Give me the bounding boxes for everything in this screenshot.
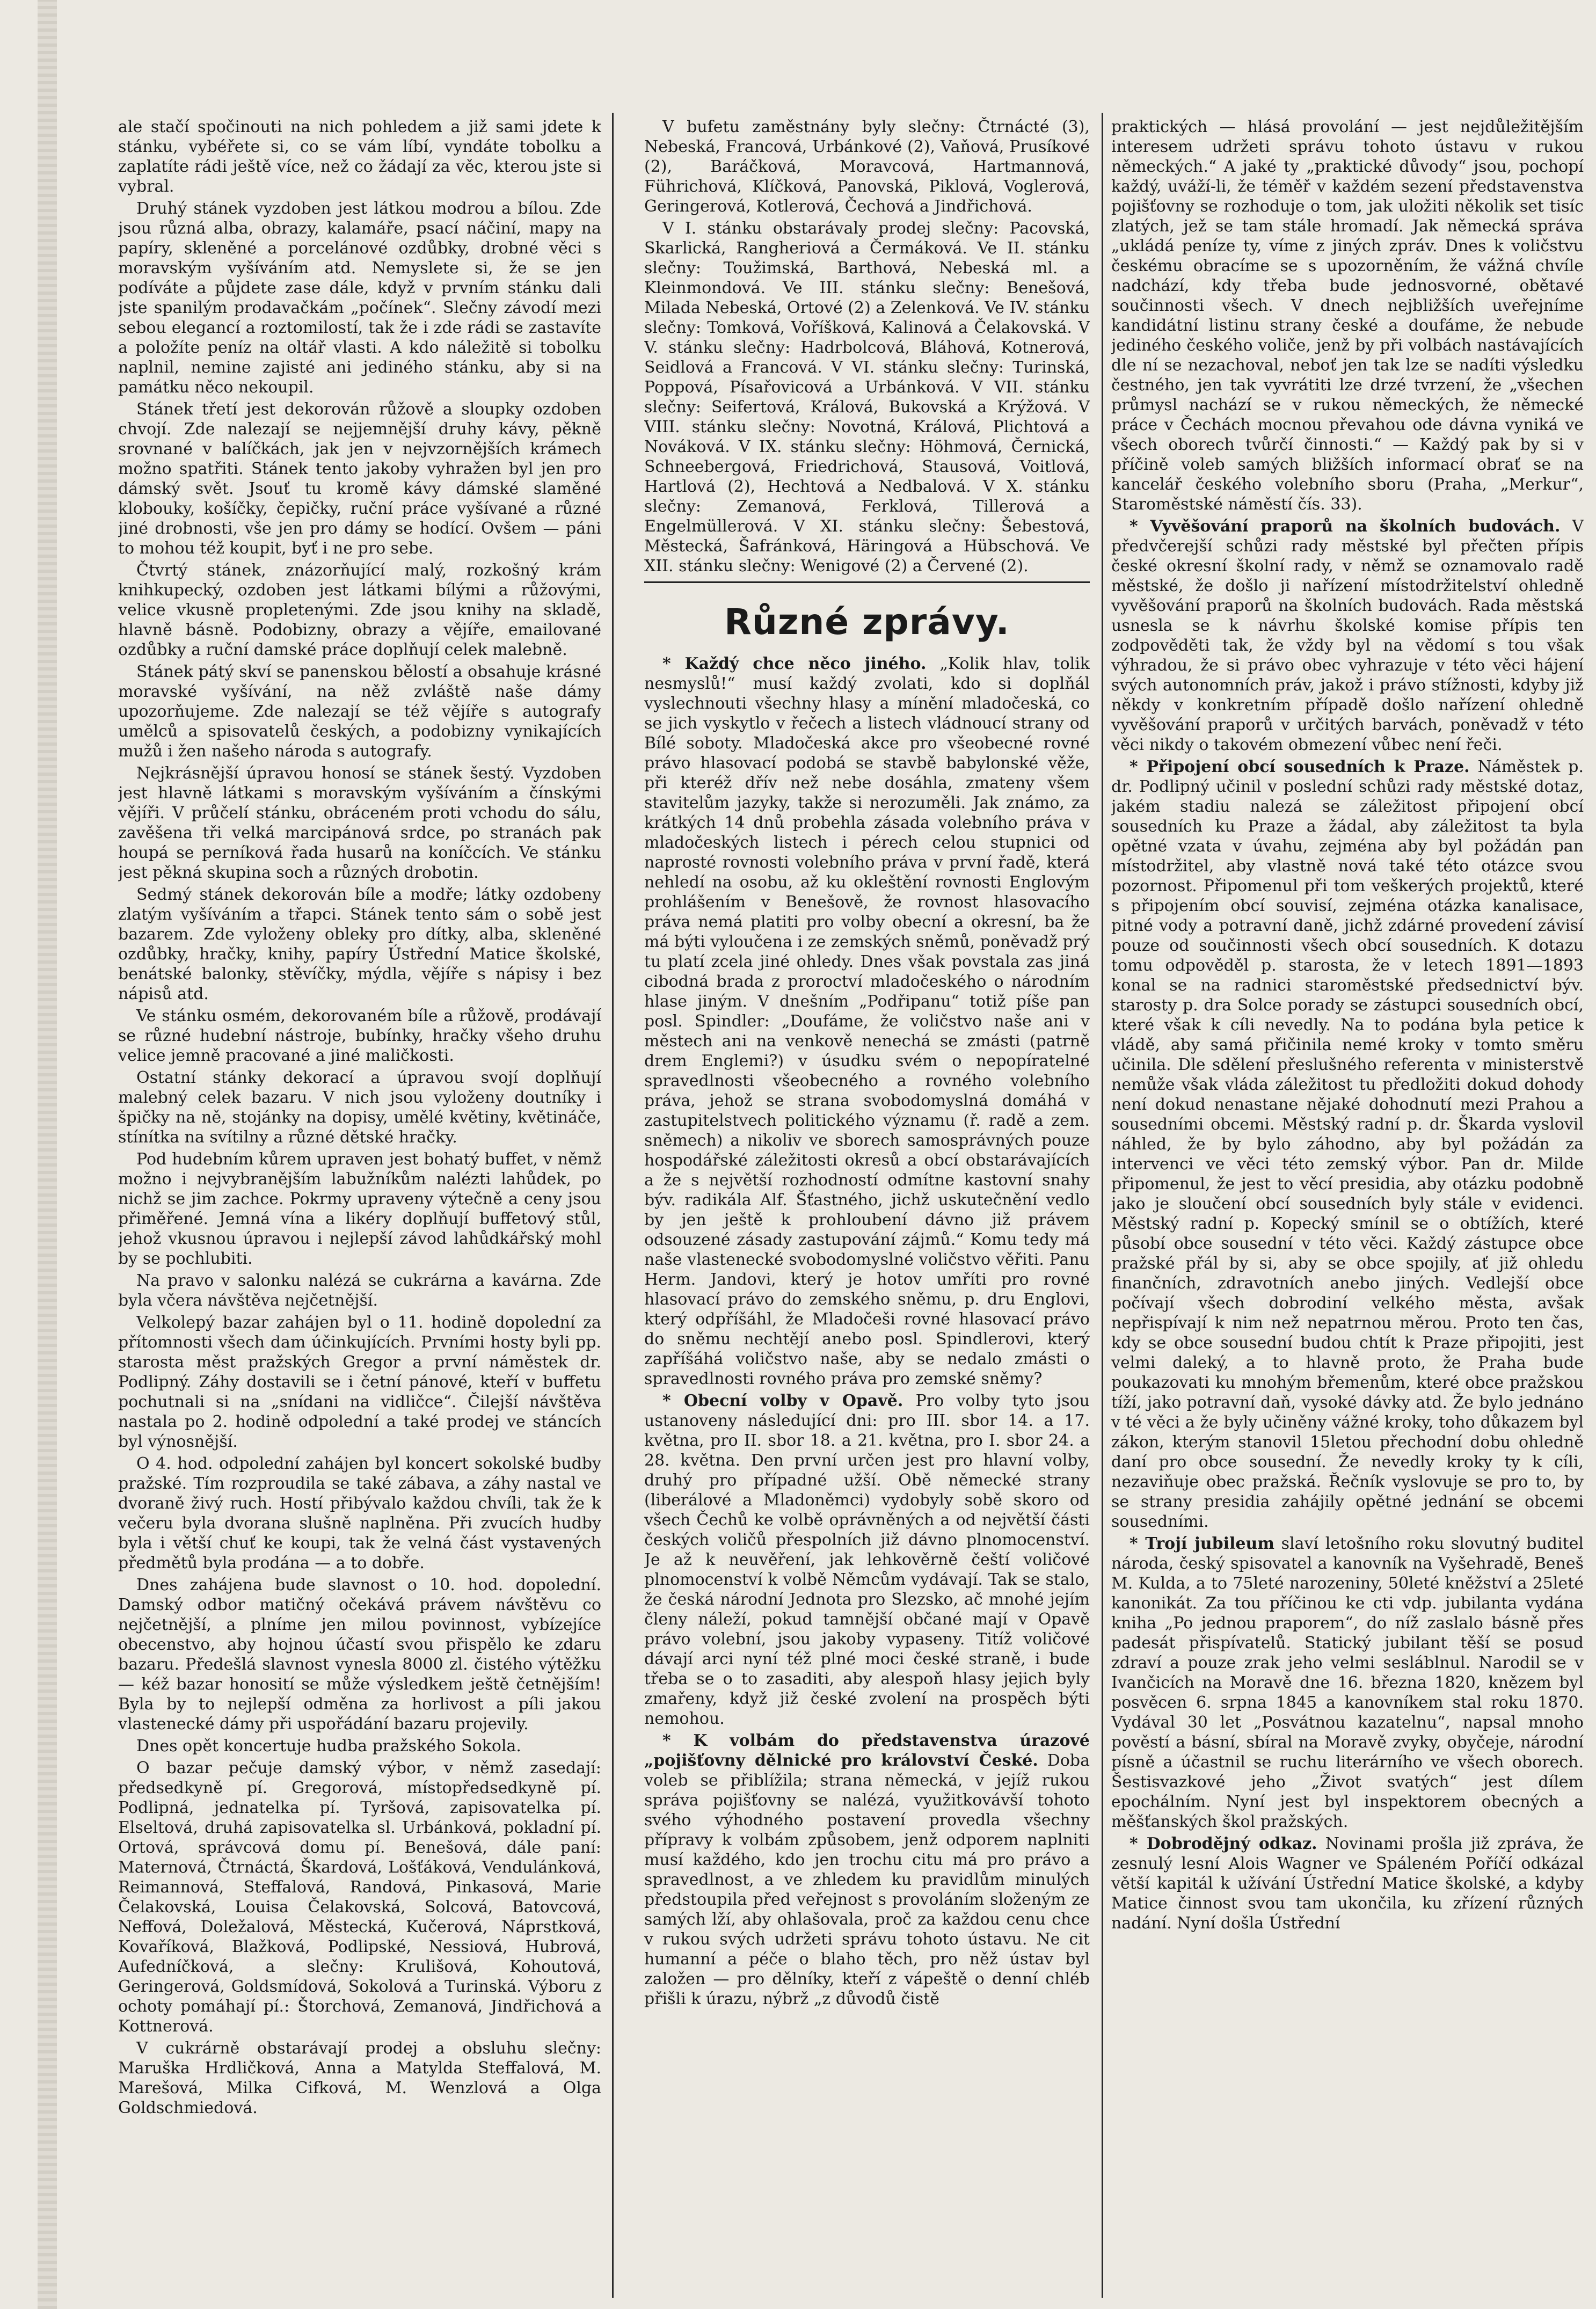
news-text: Pro volby tyto jsou ustanoveny následující dni: pro III. sbor 14. a 17. května, pro II. sbor 18. a 21. května, pro I. sbor 24. a 28. května. Den první určen jest pro hlavní volby, druhý pro případné užší. Obě německé strany (liberálové a Mladoněmci) vydobyly sobě skoro od všech Čechů ke volbě oprávněných a od největší části českých voličů přespolních již dávno plnomocenství. Je až k neuvěření, jak lehkověrně čeští voličové plnomocenství k volbě Němcům vydávají. Tak se stalo, že česká národní Jednota pro Slezsko, ač mnohé jejím členy náleží, pokud tamnější občané mají v Opavě právo volební, jsou jakoby vypaseny. Titíž voličové dávají arci nyní též plné moci české straně, i bude třeba se o to zasaditi, aby alespoň hlasy jejich byly zmařeny, když již české zvolení na prospěch býti nemohou.	[644, 1392, 1090, 1728]
paragraph: Stánek třetí jest dekorován růžově a sloupky ozdoben chvojí. Zde nalezají se nejjemnější druhy kávy, pěkně srovnané v balíčkách, jak jen v nejvzornějších krámech možno spatřiti. Stánek tento jakoby vyhražen byl jen pro dámský svět. Jsouť tu kromě kávy dámské slaměné klobouky, košíčky, čepičky, ruční práce vyšívané a různé jiné drobnosti, vše jen pro dámy se hodící. Ovšem — páni to mohou též koupit, byť i ne pro sebe.	[118, 400, 601, 558]
news-text: Náměstek p. dr. Podlipný učinil v poslední schůzi rady městské dotaz, jakém stadiu nalezá se záležitost připojení obcí sousedních ku Praze a žádal, aby záležitost ta byla opětné vzata v úvahu, zejména aby byl požádán pan místodržitel, aby vlastně nová také této otázce svou pozornost. Připomenul při tom veškerých projektů, které s připojením obcí souvisí, zejména otázka kanalisace, pitné vody a potravní daně, jichž zdárné provedení závisí pouze od součinnosti všech obcí sousedních. K dotazu tomu odpověděl p. starosta, že v letech 1891—1893 konal se na radnici staroměstské předsednictví býv. starosty p. dra Solce porady se zástupci sousedních obcí, které však k cíli nevedly. Na to podána byla petice k vládě, aby samá přičinila nemé kroky v tomto směru učinila. Dle sdělení přeslušného referenta v ministerstvě nemůže však vláda záležitost tu předložiti dokud dohody není dokud nenastane nějaké dohodnutí mezi Prahou a sousedními obcemi. Městský radní p. dr. Škarda vyslovil náhled, že by bylo záhodno, aby byl požádán za intervenci ve věci této zemský výbor. Pan dr. Milde připomenul, že jest to věcí presidia, aby otázku podobně jako je sloučení obcí sousedních byly stále v evidenci. Městský radní p. Kopecký smínil se o obtížích, které působí obce sousední v této věci. Každý zástupce obce pražské přál by si, aby se obce spojily, ať již ohledu finančních, zdravotních anebo jiných. Vedlejší obce počívají všech dobrodiní velkého města, avšak nepřispívají k nim než nepatrnou měrou. Proto ten čas, kdy se obce sousední budou chtít k Praze připojiti, jest velmi daleký, a to hlavně proto, že Praha bude poukazovati ku mnohým břemenům, které obce pražskou tíží, jako potravní daň, vysoké dávky atd. Že bylo jednáno v té věci a že byly učiněny vážné kroky, toho důkazem byl zákon, kterým stanovil 15letou přechodní dobu ohledně daní pro obce sousední. Že nevedly kroky ty k cíli, nezaviňuje obec pražská. Řečník vyslovuje se pro to, by se strany presidia zahájily opětné jednání se obcemi sousedními.	[1111, 757, 1584, 1531]
column-3	[1111, 117, 1584, 2297]
news-item	[1111, 757, 1584, 1532]
news-item	[1111, 1834, 1584, 1933]
paragraph: Dnes opět koncertuje hudba pražského Sokola.	[136, 1737, 521, 1756]
paragraph: V I. stánku obstarávaly prodej slečny: Pacovská, Skarlická, Rangheriová a Čermáková. Ve II. stánku slečny: Toužimská, Barthová, Nebeská ml. a Kleinmondová. Ve III. stánku slečny: Benešová, Milada Nebeská, Ortové (2) a Zelenková. Ve IV. stánku slečny: Tomková, Voříšková, Kalinová a Čelakovská. V V. stánku slečny: Hadrbolcová, Bláhová, Kotnerová, Seidlová a Francová. V VI. stánku slečny: Turinská, Poppová, Písařovicová a Urbánková. V VII. stánku slečny: Seifertová, Králová, Bukovská a Krýžová. V VIII. stánku slečny: Novotná, Králová, Plichtová a Nováková. V IX. stánku slečny: Höhmová, Černická, Schneebergová, Friedrichová, Stausová, Voitlová, Hartlová (2), Hechtová a Nedbalová. V X. stánku slečny: Zemanová, Ferklová, Tillerová a Engelmüllerová. V XI. stánku slečny: Šebestová, Městecká, Šafránková, Häringová a Hübschová. Ve XII. stánku slečny: Wenigové (2) a Červené (2).	[644, 219, 1090, 576]
paragraph: Druhý stánek vyzdoben jest látkou modrou a bílou. Zde jsou různá alba, obrazy, kalamáře, psací náčiní, mapy na papíry, skleněné a porcelánové ozdůbky, drobné věci s moravským vyšíváním atd. Nemyslete si, že se jen podíváte a půjdete zase dále, když v prvním stánku dali jste spanilým prodavačkám „počínek“. Slečny závodí mezi sebou elegancí a roztomilostí, tak že i zde rádi se zastavíte a položíte peníz na oltář vlasti. A kdo náležitě si tobolku naplnil, nemine zajisté ani jediného stánku, aby si na památku něco nekoupil.	[118, 199, 601, 397]
paragraph: Ostatní stánky dekorací a úpravou svojí doplňují malebný celek bazaru. V nich jsou vyloženy doutníky i špičky na ně, stojánky na dopisy, umělé květiny, květináče, stínítka na svítilny a různé dětské hračky.	[118, 1068, 601, 1147]
news-text: Novinami prošla již zpráva, že zesnulý lesní Alois Wagner ve Spáleném Poříčí odkázal větší kapitál k užívání Ústřední Matice školské, a kdyby Matice činnost svou tam ukončila, ku zřízení různých nadání. Nyní došla Ústřední	[1111, 1834, 1584, 1933]
news-text: Doba voleb se přiblížila; strana německá, v jejíž rukou správa pojišťovny se nalézá, využitkovávší tohoto svého výhodného postavení provedla všechny přípravy k volbám způsobem, jenž odporem naplniti musí každého, kdo jen trochu citu má pro právo a spravedlnost, a ve zhledem ku pravidlům minulých předstoupila před veřejnost s provoláním složeným ze samých lží, aby ohlašovala, proč za každou cenu chce v rukou svých udržeti správu tohoto ústavu. Ne cit humanní a péče o blaho těch, pro něž ústav byl založen — pro dělníky, kteří z vápeště o denní chléb přišli k úrazu, nýbrž „z důvodů čistě	[644, 1751, 1090, 2008]
news-headline: * K volbám do představenstva úrazové „pojišťovny dělnické pro království České.	[644, 1731, 1090, 1770]
news-headline: * Dobrodějný odkaz.	[1129, 1834, 1317, 1853]
news-headline: * Obecní volby v Opavě.	[662, 1392, 903, 1410]
paragraph: Ve stánku osmém, dekorovaném bíle a růžově, prodávají se různé hudební nástroje, bubínky, hračky všeho druhu velice jemně pracované a jiné maličkosti.	[118, 1007, 601, 1065]
paragraph: Velkolepý bazar zahájen byl o 11. hodině dopolední za přítomnosti všech dam účinkujících. Prvními hosty byli pp. starosta měst pražských Gregor a první náměstek dr. Podlipný. Záhy dostavili se i četní pánové, kteří v buffetu pochutnali si na „snídani na vidličce“. Čilejší návštěva nastala po 2. hodině odpolední a také prodej ve stáncích byl výnosnější.	[118, 1313, 601, 1451]
paragraph: Dnes zahájena bude slavnost o 10. hod. dopolední. Damský odbor matičný očekává právem návštěvu co nejčetnější, a plníme jen milou povinnost, vybízejíce obecenstvo, aby hojnou účastí svou přispělo ke zdaru bazaru. Předešlá slavnost vynesla 8000 zl. čistého výtěžku — kéž bazar honosití se může výsledkem ještě četnějším! Byla by to nejlepší odměna za horlivost a píli jakou vlastenecké dámy při uspořádání bazaru projevily.	[118, 1576, 601, 1733]
column-1	[118, 117, 601, 2297]
news-item	[644, 1731, 1090, 2009]
news-headline: * Trojí jubileum	[1129, 1534, 1275, 1553]
paragraph: V cukrárně obstarávají prodej a obsluhu slečny: Maruška Hrdličková, Anna a Matylda Steffalová, M. Marešová, Milka Cifková, M. Wenzlová a Olga Goldschmiedová.	[118, 2039, 601, 2117]
news-headline: * Každý chce něco jiného.	[662, 654, 927, 673]
binding-edge	[38, 0, 57, 2309]
paragraph: Stánek pátý skví se panenskou bělostí a obsahuje krásné moravské vyšívání, na něž zvláště naše dámy upozorňujeme. Zde nalezají se též vějíře s autografy umělců a spisovatelů českých, a podobizny vynikajících mužů i žen našeho národa s autografy.	[118, 662, 601, 761]
paragraph: O 4. hod. odpolední zahájen byl koncert sokolské budby pražské. Tím rozproudila se také zábava, a záhy nastal ve dvoraně živý ruch. Hostí přibývalo každou chvíli, tak že k večeru byla dvorana slušně naplněna. Při zvucích hudby byla i větší chuť ke koupi, tak že velná část vystavených předmětů byla prodána — a to dobře.	[118, 1454, 601, 1572]
paragraph: Sedmý stánek dekorován bíle a modře; látky ozdobeny zlatým vyšíváním a třapci. Stánek tento sám o sobě jest bazarem. Zde vyloženy obleky pro dítky, alba, skleněné ozdůbky, hračky, knihy, papíry Ústřední Matice školské, benátské balonky, stěvíčky, mýdla, vějíře s nápisy i bez nápisů atd.	[118, 885, 601, 1003]
paragraph: V bufetu zaměstnány byly slečny: Čtrnácté (3), Nebeská, Francová, Urbánkové (2), Vaňová, Prusíkové (2), Baráčková, Moravcová, Hartmannová, Führichová, Klíčková, Panovská, Piklová, Voglerová, Geringerová, Kotlerová, Čechová a Jindřichová.	[644, 118, 1090, 216]
column-2	[644, 117, 1090, 2297]
news-item	[1111, 516, 1584, 755]
news-headline: * Vyvěšování praporů na školních budovách.	[1129, 517, 1561, 536]
news-item	[644, 1391, 1090, 1729]
paragraph: Čtvrtý stánek, znázorňující malý, rozkošný krám knihkupecký, ozdoben jest látkami bílými a růžovými, velice vkusně propletenými. Zde jsou knihy na skladě, hlavně básně. Podobizny, obrazy a vějíře, emailované ozdůbky a ruční damské práce doplňují celek malebně.	[118, 561, 601, 659]
news-text: „Kolik hlav, tolik nesmyslů!“ musí každý zvolati, kdo si doplňál vyslechnouti všechny hlasy a mínění mladočeská, co se jich vyskytlo v řečech a listech vládnoucí strany od Bílé soboty. Mladočeská akce pro všeobecné rovné právo hlasovací podobá se stavbě babylonské věže, při kteréž dřív než nebe dosáhla, zmateny všem stavitelům jazyky, takže si nerozuměli. Jak známo, za krátkých 14 dnů probehla zásada volebního práva v mladočeských listech i pérech celou stupnici od naprosté rovnosti volebního práva v první řadě, která nehledí na osobu, až ku okleštění rovnosti Englovým prohlášením v Benešově, že rovnost hlasovacího práva nemá platiti pro volby obecní a okresní, ba že má býti vyloučena i ze zemských sněmů, poněvadž prý tu platí zcela jiné ohledy. Dnes však povstala zas jiná cibodná brada z proroctví mladočeského o národním hlase jiným. V dnešním „Podřipanu“ totiž píše pan posl. Spindler: „Doufáme, že voličstvo naše ani v městech ani na venkově nenechá se zmásti (patrně drem Englemi?) v úsudku svém o nepopíratelné spravedlnosti všeobecného a rovného volebního práva, jehož se strana svobodomyslná domáhá v zastupitelstvech politického významu (ř. radě a zem. sněmech) a nikoliv ve sborech samosprávných pouze hospodářské záležitosti okresů a obcí obstarávajících a že s největší rozhodností odmítne kastovní snahy býv. radikála Alf. Šťastného, jichž uskutečnění vedlo by jen ještě k prohloubení dávno již právem odsouzené zásady zastupování zájmů.“ Komu tedy má naše vlastenecké svobodomyslné voličstvo věřiti. Panu Herm. Jandovi, který je hotov umříti pro rovné hlasovací právo do zemského sněmu, p. dru Englovi, který odpříšáhl, že Mladočeši rovné hlasovací právo do sněmu nechtějí anebo posl. Spindlerovi, který zapříšáhá voličstvo naše, aby se nedalo zmásti o spravedlnosti rovného práva pro zemské sněmy?	[644, 654, 1090, 1388]
news-item	[1111, 1534, 1584, 1832]
news-item	[644, 654, 1090, 1389]
news-headline: * Připojení obcí sousedních k Praze.	[1129, 757, 1470, 776]
paragraph: O bazar pečuje damský výbor, v němž zasedají: předsedkyně pí. Gregorová, místopředsedkyně pí. Podlipná, jednatelka pí. Tyršová, zapisovatelka pí. Elseltová, druhá zapisovatelka sl. Urbánková, pokladní pí. Ortová, správcová domu pí. Benešová, dále paní: Maternová, Čtrnáctá, Škardová, Lošťáková, Vendulánková, Reimannová, Steffalová, Randová, Pinkasová, Marie Čelakovská, Louisa Čelakovská, Solcová, Batovcová, Neffová, Doležalová, Městecká, Kučerová, Náprstková, Kovaříková, Blažková, Podlipské, Nessiová, Hubrová, Aufedníčková, a slečny: Krulišová, Kohoutová, Geringerová, Goldsmídová, Sokolová a Turinská. Výboru z ochoty pomáhají pí.: Štorchová, Zemanová, Jindřichová a Kottnerová.	[118, 1759, 601, 2036]
paragraph: Na pravo v salonku nalézá se cukrárna a kavárna. Zde byla včera návštěva nejčetnější.	[118, 1271, 601, 1310]
column-rule	[612, 113, 614, 2298]
paragraph: ale stačí spočinouti na nich pohledem a již sami jdete k stánku, vybéřete si, co se vám líbí, vyndáte tobolku a zaplatíte rádi ještě více, než co žádají za věc, kterou jste si vybral.	[118, 118, 601, 196]
column-rule	[1102, 113, 1103, 2298]
paragraph: praktických — hlásá provolání — jest nejdůležitějším interesem udržeti správu tohoto ústavu v rukou německých.“ A jaké ty „praktické důvody“ jsou, pochopí každý, uváží-li, že téměř v každém sezení představenstva pojišťovny se rozhoduje o tom, jak uložiti několik set tisíc zlatých, jež se tam stále hromadí. Jak německá správa „ukládá peníze ty, víme z jiných zpráv. Dnes k voličstvu českému obracíme se s upozorněním, že vážná chvíle nadchází, kdy třeba bude jednosvorné, obětavé součinnosti všech. V dnech nejbližších uveřejníme kandidátní listinu strany české a doufáme, že nebude jediného českého voliče, jenž by při volbách nastávajících dle ní se nezachoval, neboť jen tak lze se nadíti výsledku čestného, jen tak vyvrátiti lze drzé tvrzení, že „všechen průmysl nachází se v rukou německých, že německé práce v Čechách mocnou převahou ode dávna vyniká ve všech oborech tvůrčí činnosti.“ — Každý pak by si v příčině voleb samých bližších informací obrať se na kancelář českého volebního sboru (Praha, „Merkur“, Staroměstské náměstí čís. 33).	[1111, 118, 1584, 514]
section-rule	[644, 581, 1090, 583]
section-title: Různé zprávy.	[724, 601, 1010, 643]
paragraph: Pod hudebním kůrem upraven jest bohatý buffet, v němž možno i nejvybranějším labužníkům nalézti lahůdek, po nichž se jim zachce. Pokrmy upraveny výtečně a ceny jsou přiměřené. Jemná vína a likéry doplňují buffetový stůl, jehož vkusnou úpravou i nejlepší závod lahůdkářský mohl by se pochlubiti.	[118, 1150, 601, 1268]
paragraph: Nejkrásnější úpravou honosí se stánek šestý. Vyzdoben jest hlavně látkami s moravským vyšíváním a čínskými vějíři. V průčelí stánku, obráceném proti vchodu do sálu, zavěšena tři velká marcipánová srdce, po stranách pak houpá se perníková řada husarů na koníčcích. Ve stánku jest pěkná skupina soch a různých drobotin.	[118, 764, 601, 882]
news-text: slaví letošního roku slovutný buditel národa, český spisovatel a kanovník na Vyšehradě, Beneš M. Kulda, a to 75leté narozeniny, 50leté kněžství a 25leté kanonikát. Za tou příčinou ke cti vdp. jubilanta vydána kniha „Po jednou praporem“, do níž zaslalo básně přes padesát přispívatelů. Statický jubilant těší se posud zdraví a pouze zrak jeho velmi sesláblnul. Narodil se v Ivančicích na Moravě dne 16. března 1820, knězem byl posvěcen 6. srpna 1845 a kanovníkem stal roku 1870. Vydával 30 let „Posvátnou kazatelnu“, napsal mnoho pověstí a básní, sbíral na Moravě zvyky, obyčeje, národní písně a účastnil se ruchu literárního ve všech oborech. Šestisvazkové jeho „Život svatých“ jest dílem epochálním. Nyní jest byl inspektorem obecných a měšťanských škol pražských.	[1111, 1534, 1584, 1831]
news-text: V předvčerejší schůzi rady městské byl přečten přípis české okresní školní rady, v němž se oznamovalo radě městské, že došlo ji nařízení místodržitelství ohledně vyvěšování praporů na školních budovách. Rada městská usnesla se k návrhu školské komise přípis ten zodpověděti tak, že vždy byl na vědomí s tou však výhradou, že si právo obec vyhrazuje v této věci hájení svých autonomních práv, jakož i právo stížnosti, kdyby již někdy v konkretním případě došlo nařízení ohledně vyvěšování praporů v určitých barvách, poněvadž v této věci nikdy o takovém obmezení vůbec není řeči.	[1111, 517, 1584, 754]
